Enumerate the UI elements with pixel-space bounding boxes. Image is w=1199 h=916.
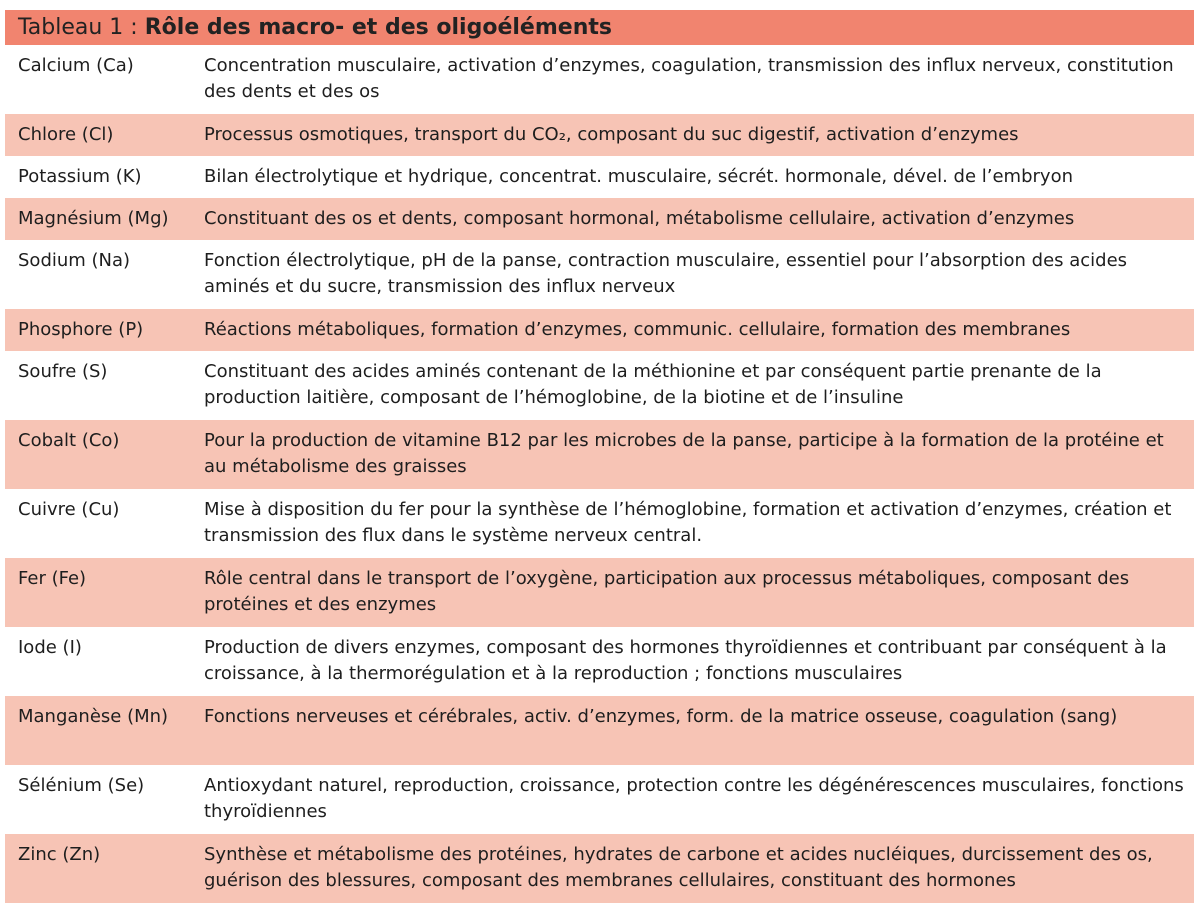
table-body — [5, 45, 1194, 903]
element-cell: Phosphore (P) — [18, 319, 144, 340]
element-cell: Cuivre (Cu) — [18, 499, 120, 520]
table-row — [5, 198, 1194, 240]
table-row — [5, 45, 1194, 114]
element-cell: Soufre (S) — [18, 361, 108, 382]
element-cell: Magnésium (Mg) — [18, 208, 169, 229]
description-cell: Pour la production de vitamine B12 par les microbes de la panse, participe à la formation de la protéine et au métabolisme des graisses — [204, 430, 1164, 477]
element-cell: Cobalt (Co) — [18, 430, 120, 451]
table-row — [5, 627, 1194, 696]
description-cell: Production de divers enzymes, composant des hormones thyroïdiennes et contribuant par conséquent à la croissance, à la thermorégulation et à la reproduction ; fonctions musculaires — [204, 637, 1167, 684]
description-cell: Antioxydant naturel, reproduction, croissance, protection contre les dégénérescences musculaires, fonctions thyroïdiennes — [204, 775, 1184, 822]
table-container — [5, 0, 1194, 903]
element-cell: Manganèse (Mn) — [18, 706, 169, 727]
table-row — [5, 114, 1194, 156]
description-cell: Synthèse et métabolisme des protéines, hydrates de carbone et acides nucléiques, durcissement des os, guérison des blessures, composant des membranes cellulaires, constituant des hormones — [204, 844, 1153, 891]
table-row — [5, 834, 1194, 903]
description-cell: Fonctions nerveuses et cérébrales, activ. d’enzymes, form. de la matrice osseuse, coagulation (sang) — [204, 706, 1118, 727]
element-cell: Iode (I) — [18, 637, 82, 658]
table-row — [5, 351, 1194, 420]
element-cell: Potassium (K) — [18, 166, 142, 187]
description-cell: Fonction électrolytique, pH de la panse, contraction musculaire, essentiel pour l’absorption des acides aminés et du sucre, transmission des influx nerveux — [204, 250, 1128, 297]
element-cell: Calcium (Ca) — [18, 55, 134, 76]
element-cell: Chlore (Cl) — [18, 124, 114, 145]
element-cell: Zinc (Zn) — [18, 844, 101, 865]
description-cell: Constituant des os et dents, composant hormonal, métabolisme cellulaire, activation d’enzymes — [204, 208, 1075, 229]
table-row — [5, 309, 1194, 351]
table-title-bar — [5, 10, 1194, 45]
description-cell: Bilan électrolytique et hydrique, concentrat. musculaire, sécrét. hormonale, dével. de l’embryon — [204, 166, 1073, 187]
element-cell: Fer (Fe) — [18, 568, 87, 589]
table-title: Rôle des macro- et des oligoéléments — [144, 15, 612, 40]
table-row — [5, 420, 1194, 489]
table-row — [5, 765, 1194, 834]
element-cell: Sélénium (Se) — [18, 775, 145, 796]
description-cell: Réactions métaboliques, formation d’enzymes, communic. cellulaire, formation des membranes — [204, 319, 1071, 340]
description-cell: Processus osmotiques, transport du CO₂, composant du suc digestif, activation d’enzymes — [204, 124, 1019, 145]
table-row — [5, 240, 1194, 309]
description-cell: Rôle central dans le transport de l’oxygène, participation aux processus métaboliques, composant des protéines et des enzymes — [204, 568, 1130, 615]
description-cell: Mise à disposition du fer pour la synthèse de l’hémoglobine, formation et activation d’enzymes, création et transmission des flux dans le système nerveux central. — [204, 499, 1172, 546]
table-row — [5, 696, 1194, 765]
description-cell: Concentration musculaire, activation d’enzymes, coagulation, transmission des influx nerveux, constitution des dents et des os — [204, 55, 1174, 102]
table-row — [5, 489, 1194, 558]
description-cell: Constituant des acides aminés contenant de la méthionine et par conséquent partie prenante de la production laitière, composant de l’hémoglobine, de la biotine et de l’insuline — [204, 361, 1102, 408]
table-row — [5, 558, 1194, 627]
table-row — [5, 156, 1194, 198]
table-title-prefix: Tableau 1 : — [18, 15, 138, 40]
element-cell: Sodium (Na) — [18, 250, 131, 271]
